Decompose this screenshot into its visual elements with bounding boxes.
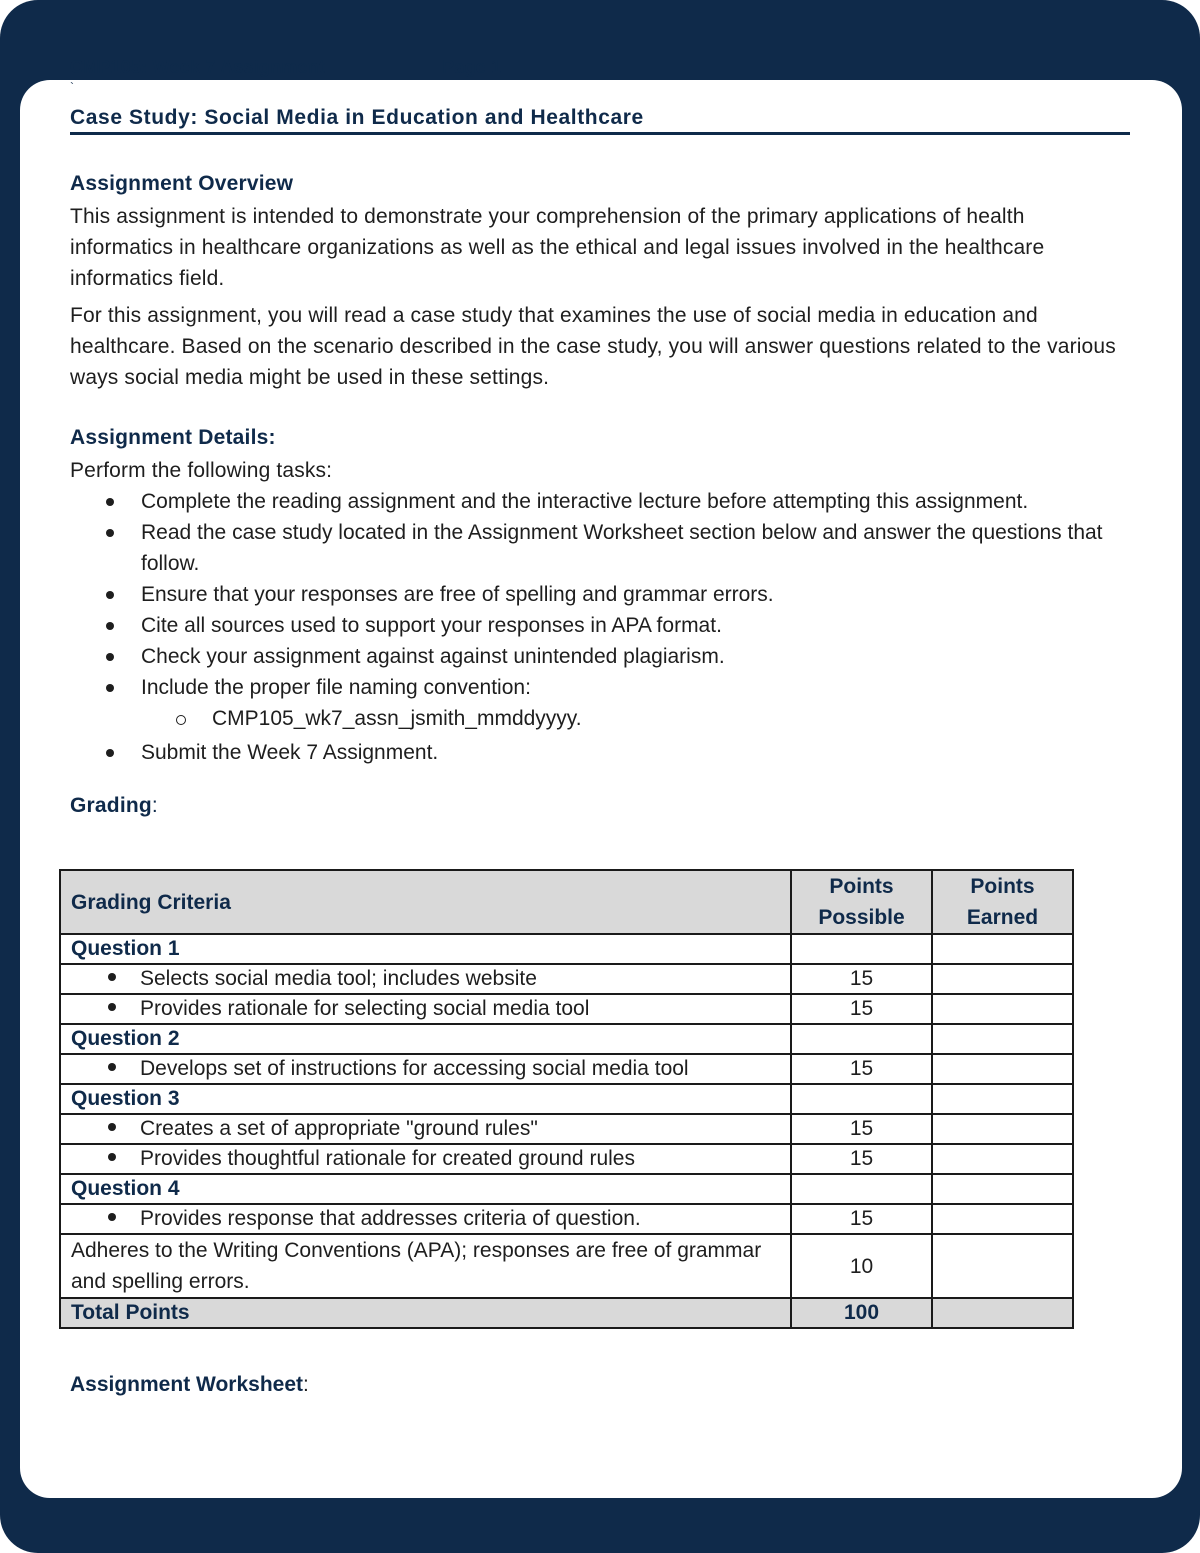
- bullet-icon: [106, 498, 114, 506]
- bullet-icon: [106, 749, 114, 757]
- points-earned-cell: [932, 1114, 1073, 1144]
- points-earned-cell: [932, 964, 1073, 994]
- details-intro: Perform the following tasks:: [70, 459, 333, 482]
- criterion-text: Adheres to the Writing Conventions (APA); responses are free of grammar and spelling errors.: [60, 1234, 791, 1298]
- bullet-icon: [108, 1063, 116, 1071]
- table-row: [60, 1144, 1073, 1174]
- criterion-text: Creates a set of appropriate "ground rules": [140, 1117, 538, 1140]
- points-possible: 15: [791, 994, 932, 1024]
- list-item: Submit the Week 7 Assignment.: [70, 737, 1130, 768]
- criterion-text: Provides rationale for selecting social media tool: [140, 997, 590, 1020]
- table-row: [60, 994, 1073, 1024]
- bullet-icon: [106, 622, 114, 630]
- list-item: Cite all sources used to support your responses in APA format.: [70, 610, 1130, 641]
- header-points-possible: Points Possible: [791, 870, 932, 934]
- criterion-text: Develops set of instructions for accessing social media tool: [140, 1057, 689, 1080]
- points-earned-cell: [932, 1144, 1073, 1174]
- bullet-icon: [108, 1153, 116, 1161]
- page-number: Page 1: [442, 57, 502, 77]
- header-criteria: Grading Criteria: [60, 870, 791, 934]
- overview-paragraph-1: This assignment is intended to demonstrate your comprehension of the primary applications of health informatics in healthcare organizations as well as the ethical and legal issues involved in the healthcare informatics field.: [70, 205, 1045, 290]
- table-row: [60, 1234, 1073, 1298]
- points-earned-cell: [932, 1054, 1073, 1084]
- stray-mark: `: [70, 80, 74, 94]
- list-item: Include the proper file naming convention:: [70, 672, 1130, 703]
- table-row: [60, 1174, 1073, 1204]
- bullet-icon: [108, 1003, 116, 1011]
- points-possible: 15: [791, 964, 932, 994]
- list-item: Complete the reading assignment and the interactive lecture before attempting this assignment.: [70, 486, 1130, 517]
- total-points: 100: [791, 1298, 932, 1328]
- grading-table: [59, 869, 1074, 1329]
- sub-list-item: CMP105_wk7_assn_jsmith_mmddyyyy.: [70, 703, 1130, 734]
- details-heading: Assignment Details:: [70, 426, 276, 449]
- criterion-text: Provides response that addresses criteria of question.: [140, 1207, 641, 1230]
- table-row: [60, 1054, 1073, 1084]
- points-earned-cell: [932, 994, 1073, 1024]
- points-possible: 15: [791, 1204, 932, 1234]
- points-earned-cell: [932, 1204, 1073, 1234]
- worksheet-heading: Assignment Worksheet:: [70, 1373, 309, 1396]
- overview-paragraph-2: For this assignment, you will read a case study that examines the use of social media in education and healthcare. Based on the scenario described in the case study, you will answer questions related to the various ways social media might be used in these settings.: [70, 304, 1116, 389]
- table-row: [60, 1024, 1073, 1054]
- question-label: Question 3: [60, 1084, 791, 1114]
- points-earned-cell: [932, 1298, 1073, 1328]
- table-header-row: [60, 870, 1073, 934]
- question-label: Question 2: [60, 1024, 791, 1054]
- table-row: [60, 1084, 1073, 1114]
- bullet-icon: [106, 653, 114, 661]
- total-label: Total Points: [60, 1298, 791, 1328]
- bullet-icon: [108, 1213, 116, 1221]
- table-row: [60, 1204, 1073, 1234]
- document-content: [70, 90, 1130, 822]
- table-row: [60, 934, 1073, 964]
- circle-bullet-icon: [176, 715, 186, 725]
- bullet-icon: [106, 529, 114, 537]
- list-item: Ensure that your responses are free of spelling and grammar errors.: [70, 579, 1130, 610]
- table-row: [60, 964, 1073, 994]
- question-label: Question 4: [60, 1174, 791, 1204]
- points-possible: 15: [791, 1054, 932, 1084]
- grading-heading: Grading:: [70, 794, 158, 817]
- task-list: [70, 486, 1130, 768]
- question-label: Question 1: [60, 934, 791, 964]
- bullet-icon: [108, 1123, 116, 1131]
- document-title: Case Study: Social Media in Education and Healthcare: [70, 106, 644, 129]
- title-divider: [70, 132, 1130, 135]
- list-item: Read the case study located in the Assignment Worksheet section below and answer the questions that follow.: [70, 517, 1130, 579]
- table-row: [60, 1114, 1073, 1144]
- list-item: Check your assignment against against unintended plagiarism.: [70, 641, 1130, 672]
- header-points-earned: Points Earned: [932, 870, 1073, 934]
- course-title: CMP105: Week 7 Assignment: [70, 57, 326, 77]
- points-possible: 15: [791, 1114, 932, 1144]
- total-row: [60, 1298, 1073, 1328]
- points-possible: 10: [791, 1234, 932, 1298]
- criterion-text: Provides thoughtful rationale for created ground rules: [140, 1147, 635, 1170]
- overview-heading: Assignment Overview: [70, 172, 294, 195]
- points-earned-cell: [932, 1234, 1073, 1298]
- criterion-text: Selects social media tool; includes website: [140, 967, 537, 990]
- bullet-icon: [108, 973, 116, 981]
- bullet-icon: [106, 591, 114, 599]
- bullet-icon: [106, 684, 114, 692]
- points-possible: 15: [791, 1144, 932, 1174]
